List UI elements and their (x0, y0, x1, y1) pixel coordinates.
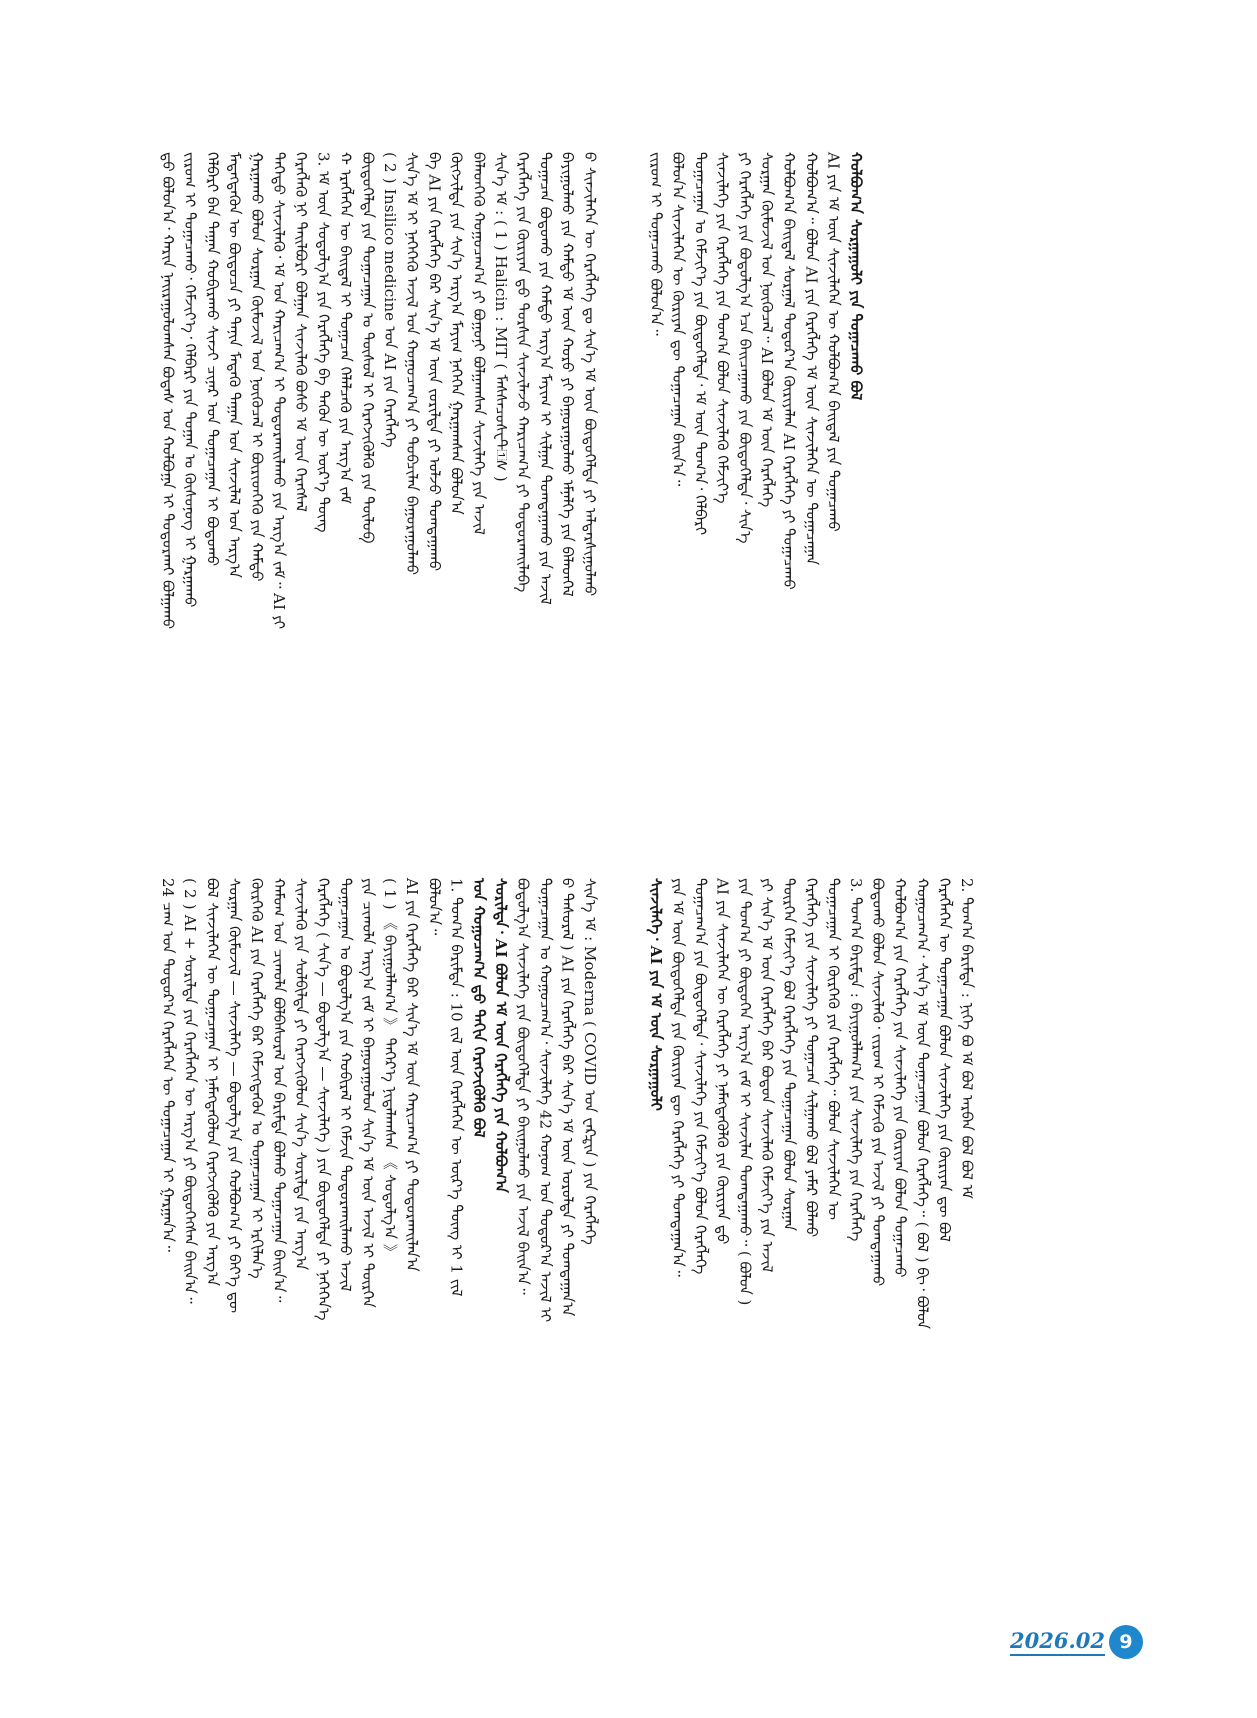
text-column: ᠲᠣᠭᠠᠴᠠᠭᠠᠨ ᠤ ᠬᠡᠮᠵᠢᠶ᠎ᠡ ᠶᠢᠨ ᠪᠦᠲᠦᠭᠡᠯᠲᠡ᠂ ᠡᠮ ᠦᠨ ᠲᠣᠭ᠎ᠠ᠂ ᠬᠡᠯᠪᠡᠷᠢ (691, 152, 710, 536)
text-column: ᠪᠣᠯᠤᠨ᠎ᠠ᠃ (425, 878, 444, 936)
text-column: ᠪᠠ AI ᠶᠢᠨ ᠬᠡᠷᠡᠭᠯᠡᠭᠡ ᠪᠡᠷ ᠰᠢᠨ᠎ᠡ ᠡᠮ ᠦᠨ ᠵᠣᠷᠢᠯᠲᠠ ᠶᠢ ᠣᠯᠵᠤ ᠲᠣᠭᠲᠠᠭᠠᠬᠤ (425, 152, 444, 572)
text-column: 2. ᠲᠣᠭ᠎ᠠ ᠪᠠᠷᠢᠮᠲᠠ : ᠨᠢᠭᠡ ᠪᠣ ᠡᠮ ᠪᠣᠯ ᠠᠷᠪᠠᠨ ᠪᠣᠯ ᠪᠣᠯ ᠡᠮ (957, 878, 976, 1199)
text-column: ᠰᠤᠷᠭᠠᠨ ᠬᠦᠮᠦᠵᠢᠯ ᠤᠨ ᠨᠦᠬᠦᠴᠡᠯ᠃ AI ᠪᠣᠯᠤᠨ ᠡᠮ ᠦᠨ ᠬᠡᠷᠡᠭᠯᠡᠭᠡ (758, 152, 776, 508)
text-column: ᠵᠢᠷᠤᠭ ᠢ ᠲᠣᠭᠠᠴᠠᠬᠤ ᠪᠣᠯᠤᠨ᠎ᠠ᠃ (647, 152, 665, 336)
text-column: AI ᠶᠢᠨ ᠡᠮ ᠦᠨ ᠰᠢᠨᠵᠢᠯᠡᠭᠡᠨ ᠦ ᠬᠣᠯᠪᠣᠭ᠎ᠠ ᠪᠠᠢ᠌ᠳᠠᠯ ᠶᠢᠨ ᠲᠣᠭᠠᠴᠠᠬᠤ (824, 152, 843, 532)
text-column: ᠪᠡᠯᠡᠳᠬᠡᠬᠦ ᠬᠤᠭᠤᠴᠠᠭ᠎ᠠ ᠶᠢ ᠪᠣᠭᠣᠨᠢ ᠪᠣᠯᠭᠠᠭᠰᠠᠨ ᠰᠢᠨᠵᠢᠯᠡᠭᠡ ᠶᠢᠨ ᠠᠵᠢᠯ (469, 152, 488, 535)
page-number: 9 (1109, 1625, 1143, 1659)
text-column: ᠳᠡᠭᠡᠳᠦ ᠰᠢᠨᠵᠢᠯᠡᠬᠦ᠂ ᠡᠮ ᠤᠨ ᠬᠠᠷᠢᠴᠠᠭ᠎ᠠ ᠢ ᠲᠣᠳᠤᠷᠬᠠᠢᠯᠠᠬᠤ ᠶᠢᠨ ᠠᠷᠭ᠎ᠠ ᠵᠠᠮ᠃ AI ᠶᠢ (270, 152, 288, 630)
text-column: ᠰᠢᠨᠵᠢᠯᠡᠭᠡ᠂ AI ᠶᠢᠨ ᠡᠮ ᠦᠨ ᠰᠤᠷᠭᠠᠭᠤᠯᠢ (647, 878, 665, 1111)
text-column: ᠪ ᠲᠠᠰᠤᠷᠠᠯ ) AI ᠶᠢᠨ ᠬᠡᠷᠡᠭᠯᠡᠭᠡ ᠪᠡᠷ ᠰᠢᠨ᠎ᠡ ᠡᠮ ᠦᠨ ᠣᠷᠤᠯᠲᠠ ᠶᠢ ᠲᠣᠭᠲᠠᠭᠠᠨ᠎ᠠ (558, 878, 577, 1317)
text-column: ᠤᠨ ᠬᠤᠭᠤᠴᠠᠭ᠎ᠠ ᠳ᠋ᠤ ᠳᠠᠬᠢᠨ ᠬᠡᠷᠡᠭᠵᠢᠭᠦᠯᠬᠦ ᠪᠣᠯ (469, 878, 488, 1138)
text-column: ( 2 ) AI + ᠰᠣᠷᠢᠯᠲᠠ ᠶᠢᠨ ᠬᠡᠷᠡᠭᠯᠡᠭᠡᠨ ᠦ ᠠᠷᠭ᠎ᠠ ᠶᠢ ᠪᠦᠲᠦᠭᠡᠭᠰᠡᠨ ᠪᠠᠢ᠌ᠨ᠎ᠠ᠃ (181, 878, 200, 1304)
text-column: ᠪᠠᠶᠢᠭᠤᠯᠬᠤ ᠶᠢᠨ ᠬᠠᠮᠲᠤ ᠡᠮ ᠦᠨ ᠬᠣᠷᠣ ᠶᠢ ᠪᠠᠭᠤᠷᠠᠭᠤᠯᠬᠤ ᠡᠮᠨᠡᠯᠭᠡ ᠶᠢᠨ ᠪᠡᠯᠡᠳᠬᠡᠯ (558, 152, 577, 597)
text-column: ᠬᠡᠷᠡᠭᠯᠡᠭᠡ ᠶᠢᠨ ᠬᠦᠷᠢᠶᠡᠨ ᠳ᠋ᠤ ᠲᠤᠷᠰᠢᠨ ᠰᠢᠨᠵᠢᠯᠡᠵᠦ ᠬᠠᠷᠢᠴᠠᠭ᠎ᠠ ᠶᠢ ᠲᠣᠳᠤᠷᠬᠠᠢᠯᠠᠪᠠ (514, 152, 533, 593)
text-column: ᠬᠡᠯᠪᠡᠷᠢ ᠪᠡᠨ ᠳᠠᠭᠠᠨ ᠬᠤᠪᠢᠷᠠᠬᠤ ᠰᠢᠨᠵᠢ ᠴᠢᠨᠠᠷ ᠤᠨ ᠲᠤᠭᠠᠴᠠᠭᠠᠨ ᠢ ᠪᠣᠳᠣᠬᠤ (203, 152, 222, 567)
text-column: 3. ᠲᠣᠭ᠎ᠠ ᠪᠠᠷᠢᠮᠲᠠ : ᠪᠠᠶᠢᠭᠤᠯᠯᠠᠭ᠎ᠠ ᠶᠢᠨ ᠰᠢᠨᠵᠢᠯᠡᠭᠡ ᠶᠢᠨ ᠬᠡᠷᠡᠭᠯᠡᠭᠡ (846, 878, 865, 1242)
page-footer (1010, 1625, 1143, 1659)
text-column: ᠲᠣᠭᠠᠴᠠᠭ᠎ᠠ ᠶᠢᠨ ᠪᠦᠲᠦᠭᠡᠯᠲᠡ᠂ ᠰᠢᠨᠵᠢᠯᠡᠭᠡ ᠶᠢᠨ ᠬᠡᠮᠵᠢᠶ᠎ᠡ ᠪᠣᠯᠤᠨ ᠬᠡᠷᠡᠭᠯᠡᠭᠡ (691, 878, 710, 1275)
text-column: ᠵᠢᠷᠤᠭ ᠢ ᠲᠣᠭᠠᠴᠠᠬᠤ᠂ ᠬᠡᠮᠵᠢᠶ᠎ᠡ᠂ ᠬᠡᠯᠪᠡᠷᠢ ᠶᠢᠨ ᠲᠣᠭᠠᠨ ᠤ ᠬᠦᠰᠦᠨᠦᠭ ᠢ ᠭᠠᠷᠭᠠᠬᠤ (181, 152, 200, 608)
text-column: ᠬᠣᠯᠪᠣᠭ᠎ᠠ᠃ ᠪᠣᠯᠤᠨ AI ᠶᠢᠨ ᠬᠡᠷᠡᠭᠯᠡᠭᠡ ᠡᠮ ᠦᠨ ᠰᠢᠨᠵᠢᠯᠡᠭᠡᠨ ᠦ ᠲᠣᠭᠠᠴᠠᠭᠠᠨ (802, 152, 821, 566)
text-column: AI ᠶᠢᠨ ᠰᠢᠨᠵᠢᠯᠡᠭᠡᠨ ᠦ ᠬᠡᠷᠡᠭᠯᠡᠭᠡ ᠶᠢ ᠨᠡᠮᠡᠭᠳᠡᠭᠦᠯᠬᠦ ᠶᠢᠨ ᠬᠦᠷᠢᠶᠡᠨ ᠳ᠋ᠤ (713, 878, 732, 1245)
text-column: ᠬᠥᠭᠵᠢᠯᠲᠡ ᠶᠢᠨ ᠰᠢᠨ᠎ᠡ ᠠᠷᠭ᠎ᠠ ᠮᠠᠶᠢᠭ ᠨᠡᠭᠡᠭᠡᠨ ᠭᠠᠷᠭᠠᠭᠰᠠᠨ ᠪᠤᠯᠤᠨ᠎ᠠ (447, 152, 466, 515)
text-column: 3. ᠡᠮ ᠦᠨ ᠰᠤᠳᠤᠯᠭ᠎ᠠ ᠶᠢᠨ ᠬᠡᠷᠡᠭᠯᠡᠭᠡ ᠪᠠ ᠲᠡᠭᠦᠨ ᠦ ᠦᠷ᠎ᠡ ᠳᠦᠩ (314, 152, 333, 533)
text-column: ᠪᠣᠳᠣᠬᠤ ᠪᠣᠯᠤᠨ ᠰᠢᠨᠵᠢᠯᠡᠬᠦ᠂ ᠵᠢᠷᠤᠭ ᠢ ᠬᠡᠮᠵᠢᠬᠦ ᠶᠢᠨ ᠠᠵᠢᠯ ᠶᠢ ᠲᠣᠭᠲᠠᠭᠠᠬᠤ (869, 878, 887, 1287)
text-column: ᠬᠤᠭᠤᠴᠠᠭ᠎ᠠ᠂ ᠰᠢᠨ᠎ᠡ ᠡᠮ ᠦᠨ ᠲᠣᠭᠠᠴᠠᠭᠠᠨ ᠪᠣᠯᠤᠨ ᠬᠡᠷᠡᠭᠯᠡᠭᠡ᠃ ( ᠪᠣᠯ ) ᠪᠢ᠂ ᠪᠣᠯᠤᠨ (913, 878, 932, 1329)
text-column: AI ᠶᠢᠨ ᠬᠡᠷᠡᠭᠯᠡᠭᠡ ᠪᠡᠷ ᠰᠢᠨ᠎ᠡ ᠡᠮ ᠦᠨ ᠬᠠᠷᠢᠴᠠᠭ᠎ᠠ ᠶᠢ ᠲᠣᠳᠤᠷᠬᠠᠢᠯᠠᠨ᠎ᠠ (403, 878, 422, 1272)
text-column: ᠰᠤᠷᠭᠠᠨ ᠬᠦᠮᠦᠵᠢᠯ — ᠰᠢᠨᠵᠢᠯᠡᠭᠡ — ᠪᠣᠳᠣᠯᠭ᠎ᠠ ᠶᠢᠨ ᠬᠣᠯᠪᠣᠭ᠎ᠠ ᠶᠢ ᠪᠡᠶ᠎ᠡ ᠳᠦ (225, 878, 244, 1314)
text-column: ( 2 ) Insilico medicine ᠤᠨ AI ᠶᠢᠨ ᠬᠡᠷᠡᠭᠯᠡᠭᠡ (381, 152, 399, 448)
text-column: ᠲᠦᠷᠭᠡᠨ ᠬᠡᠮᠵᠢᠶ᠎ᠡ ᠪᠣᠯ ᠬᠡᠷᠡᠭᠯᠡᠭᠡ ᠶᠢᠨ ᠲᠣᠭᠠᠴᠠᠭᠠᠨ ᠪᠣᠯᠤᠨ ᠰᠤᠷᠭᠠᠨ (780, 878, 799, 1232)
text-column: ᠬᠦᠷᠭᠡᠬᠦ AI ᠶᠢᠨ ᠬᠡᠷᠡᠭᠯᠡᠭᠡ ᠪᠡᠷ ᠬᠡᠮᠵᠢᠭᠳᠡᠬᠦᠨ ᠤ ᠲᠣᠭᠠᠴᠠᠭᠠᠨ ᠢ ᠡᠷᠬᠢᠯᠡᠨ᠎ᠡ (247, 878, 266, 1279)
text-column: ( 1 ) 《 ᠪᠠᠶᠢᠭᠤᠯᠯᠠᠭ᠎ᠠ 》 ᠳᠡᠭᠡᠷ᠎ᠡ ᠨᠢᠲᠠᠯᠠᠭᠰᠠᠨ 《 ᠰᠤᠳᠤᠯᠭ᠎ᠠ 》 (381, 878, 399, 1260)
text-column: ᠪᠣᠳᠣᠯᠭ᠎ᠠ ᠰᠢᠨᠵᠢᠯᠡᠭᠡ ᠶᠢᠨ ᠪᠦᠲᠦᠭᠡᠯᠲᠡ ᠶᠢ ᠪᠠᠢ᠌ᠭᠤᠯᠬᠤ ᠶᠢᠨ ᠠᠵᠢᠯ ᠪᠠᠢ᠌ᠨ᠎ᠠ᠃ (514, 878, 533, 1295)
text-column: ᠰᠢᠨᠵᠢᠯᠡᠭᠡ ᠶᠢᠨ ᠬᠡᠷᠡᠭᠯᠡᠭᠡ ᠶᠢᠨ ᠲᠣᠭ᠎ᠠ ᠪᠣᠯᠤᠨ ᠰᠢᠨᠵᠢᠯᠡᠬᠦ ᠬᠡᠮᠵᠢᠶ᠎ᠡ (713, 152, 732, 504)
text-column: ᠳ᠋ᠤ ᠪᠣᠯᠤᠨ᠎ᠠ᠂ ᠬᠠᠷᠢᠨ ᠨᠠᠢ᠌ᠷᠠᠭᠤᠯᠤᠭᠰᠠᠨ ᠪᠣᠳᠠᠰ ᠤᠨ ᠬᠣᠯᠪᠣᠭᠠ ᠢ ᠲᠣᠳᠤᠷᠬᠠᠢ ᠪᠣᠯᠭᠠᠬᠤ (159, 152, 177, 630)
text-column: ᠭᠠᠷᠭᠠᠬᠤ ᠪᠣᠯᠤᠨ ᠰᠤᠷᠭᠠᠨ ᠬᠦᠮᠦᠵᠢᠯ ᠤᠨ ᠨᠦᠬᠦᠴᠡᠯ ᠢ ᠪᠦᠷᠢᠳᠬᠡᠬᠦ ᠶᠢᠨ ᠬᠠᠮᠲᠤ (247, 152, 266, 582)
text-column: ᠪᠦᠲᠦᠭᠡᠯᠲᠡ ᠶᠢᠨ ᠲᠣᠭᠠᠴᠠᠭᠠᠨ ᠤ ᠲᠥᠰᠦᠯ ᠢ ᠬᠡᠷᠡᠭᠵᠢᠭᠦᠯᠬᠦ ᠶᠢᠨ ᠲᠥᠯᠦᠪ (358, 152, 377, 544)
text-column: ᠬᠡᠷᠡᠭᠯᠡᠭᠡᠨ ᠦ ᠲᠣᠭᠠᠴᠠᠭᠠᠨ ᠪᠣᠯᠤᠨ ᠰᠢᠨᠵᠢᠯᠡᠭᠡ ᠶᠢᠨ ᠬᠦᠷᠢᠶᠡᠨ ᠳᠦ ᠪᠣᠯ (935, 878, 954, 1242)
text-column: ᠬᠣᠯᠪᠣᠭ᠎ᠠ ᠶᠢᠨ ᠬᠡᠷᠡᠭᠯᠡᠭᠡ ᠶᠢᠨ ᠰᠢᠨᠵᠢᠯᠡᠭᠡ ᠶᠢᠨ ᠬᠦᠷᠢᠶᠡᠨ ᠪᠣᠯᠤᠨ ᠲᠣᠭᠠᠴᠠᠬᠤ (891, 878, 910, 1278)
text-column: ᠰᠢᠨ᠎ᠡ ᠡᠮ ᠢ ᠨᠡᠭᠡᠭᠡᠬᠦ ᠠᠵᠢᠯ ᠤᠨ ᠬᠤᠭᠤᠴᠠᠭ᠎ᠠ ᠶᠢ ᠲᠣᠪᠴᠢᠯᠠᠨ ᠪᠠᠭᠤᠷᠠᠭᠤᠯᠬᠤ (403, 152, 422, 576)
text-column: ᠬᠣᠯᠪᠣᠭ᠎ᠠ ᠪᠠᠢ᠌ᠳᠠᠯ ᠰᠤᠷᠭᠠᠯ ᠳᠣᠲᠣᠷ᠎ᠠ ᠬᠦᠷᠢᠶᠡᠯᠡᠨ AI ᠬᠡᠷᠡᠭᠯᠡᠭᠡ ᠶᠢ ᠲᠣᠭᠠᠴᠠᠬᠤ (780, 152, 799, 590)
text-column: ᠶᠢᠨ ᠡᠮ ᠦᠨ ᠪᠦᠲᠦᠭᠡᠯᠲᠡ ᠶᠢᠨ ᠬᠦᠷᠢᠶᠡᠨ ᠳᠦ ᠬᠡᠷᠡᠭᠯᠡᠭᠡ ᠶᠢ ᠲᠣᠭᠲᠠᠭᠠᠨ᠎ᠠ᠃ (669, 878, 688, 1277)
text-column: ᠬᠡᠷᠡᠭᠯᠡᠬᠦ ᠨᠢ ᠲᠠᠢ᠌ᠯᠪᠤᠷᠢ ᠪᠤᠯᠭᠠᠨ ᠰᠢᠨᠵᠢᠯᠡᠬᠦ ᠪᠤᠰᠤ ᠡᠮ ᠦᠨ ᠬᠡᠷᠡᠭᠰᠡᠯ (292, 152, 311, 512)
text-column: ᠪᠣᠯ ᠰᠢᠨᠵᠢᠯᠡᠭᠡᠨ ᠦ ᠲᠣᠭᠠᠴᠠᠭᠠᠨ ᠢ ᠨᠡᠮᠡᠭᠳᠡᠭᠦᠯᠦᠨ ᠬᠡᠷᠡᠭᠵᠢᠭᠦᠯᠬᠦ ᠶᠢᠨ ᠠᠷᠭ᠎ᠠ (203, 878, 222, 1287)
text-column: 24 ᠴᠠᠭ ᠤᠨ ᠳᠣᠲᠣᠷ᠎ᠠ ᠬᠡᠷᠡᠭᠯᠡᠭᠡᠨ ᠦ ᠲᠣᠭᠠᠴᠠᠭᠠᠨ ᠢ ᠭᠠᠷᠭᠠᠨ᠎ᠠ᠃ (159, 878, 177, 1252)
text-column: ᠶᠢ ᠰᠢᠨ᠎ᠡ ᠡᠮ ᠦᠨ ᠬᠡᠷᠡᠭᠯᠡᠭᠡ ᠪᠡᠷ ᠪᠣᠳᠣᠨ ᠰᠢᠨᠵᠢᠯᠡᠬᠦ ᠬᠡᠮᠵᠢᠶ᠎ᠡ ᠶᠢᠨ ᠠᠵᠢᠯ (758, 878, 776, 1273)
text-column: ᠲᠣᠭᠠᠴᠠᠭᠠᠨ ᠢ ᠬᠦᠷᠭᠡᠬᠦ ᠶᠢᠨ ᠬᠡᠷᠡᠭᠯᠡᠭᠡ᠃ ᠪᠣᠯᠤᠨ ᠰᠢᠨᠵᠢᠯᠡᠭᠡᠨ ᠦ (824, 878, 843, 1220)
text-column: ᠰᠢᠨᠵᠢᠯᠡᠬᠦ ᠶᠢᠨ ᠰᠣᠯᠪᠢᠯᠲᠠ ᠶᠢ ᠬᠡᠷᠡᠭᠵᠢᠭᠦᠯᠦᠨ ᠰᠢᠨ᠎ᠡ ᠰᠣᠷᠢᠯᠲᠠ ᠶᠢᠨ ᠠᠷᠭ᠎ᠠ (292, 878, 311, 1271)
text-column: ᠪᠣᠯᠤᠨ᠎ᠠ ᠰᠢᠨᠵᠢᠯᠡᠭᠡᠨ ᠦ ᠬᠦᠷᠢᠶᠡᠨ ᠳᠦ ᠲᠣᠭᠠᠴᠠᠭᠠᠨ ᠪᠠᠢ᠌ᠨ᠎ᠠ᠃ (669, 152, 688, 487)
text-column: ᠲᠣᠭᠠᠴᠠᠭᠠᠨ ᠤ ᠪᠣᠳᠣᠯᠭ᠎ᠠ ᠶᠢᠨ ᠬᠤᠪᠢᠷᠠᠯ ᠢ ᠬᠡᠮᠵᠢᠨ ᠲᠣᠳᠤᠷᠬᠠᠢᠯᠠᠬᠤ ᠠᠵᠢᠯ (336, 878, 355, 1292)
text-column: ᠶᠢᠨ ᠲᠣᠭ᠎ᠠ ᠶᠢ ᠪᠦᠲᠦᠭᠡᠨ ᠠᠷᠭ᠎ᠠ ᠵᠠᠮ ᠢ ᠰᠢᠨᠵᠢᠯᠡᠨ ᠲᠣᠭᠲᠠᠭᠠᠬᠤ᠃ ( ᠪᠣᠯᠤᠨ ) (735, 878, 754, 1306)
text-column: ᠮᠡᠳᠡᠭᠳᠡᠬᠦᠨ ᠦ ᠪᠦᠲᠦᠴᠡ ᠶᠢ ᠲᠠᠨᠢᠨ ᠮᠡᠳᠡᠬᠦ ᠳᠠᠭᠠᠨ ᠤᠨ ᠰᠢᠨᠵᠢᠯᠡᠯ ᠤᠨ ᠠᠷᠭ᠎ᠠ (225, 152, 244, 578)
text-column: ᠬᠡᠷᠡᠭᠯᠡᠭᠡ ( ᠰᠢᠨ᠎ᠡ — ᠪᠣᠳᠣᠯᠭ᠎ᠠ — ᠰᠢᠨᠵᠢᠯᠡᠭᠡ ) ᠶᠢᠨ ᠪᠦᠲᠦᠭᠡᠯᠲᠡ ᠶᠢ ᠨᠡᠭᠡᠭᠡᠨ᠎ᠡ (314, 878, 333, 1321)
text-column: ᠰᠣᠷᠢᠯᠲᠠ᠂ AI ᠪᠣᠯᠤᠨ ᠡᠮ ᠦᠨ ᠬᠡᠷᠡᠭᠯᠡᠭᠡ ᠶᠢᠨ ᠬᠣᠯᠪᠣᠭ᠎ᠠ (492, 878, 510, 1193)
text-column: ᠪ ᠰᠢᠨᠵᠢᠯᠡᠭᠡᠨ ᠦ ᠬᠡᠷᠡᠭᠯᠡᠭᠡ ᠳᠤ ᠰᠢᠨ᠎ᠡ ᠡᠮ ᠦᠨ ᠪᠦᠲᠦᠭᠡᠯᠲᠡ ᠶᠢ ᠠᠯᠳᠠᠷᠰᠢᠭᠤᠯᠬᠤ (580, 152, 599, 597)
text-column: ᠰᠢᠨ᠎ᠡ ᠡᠮ : Moderna ( COVID ᠤᠨ ᠸᠠᠺᠼᠢᠨ ) ᠶᠢᠨ ᠬᠡᠷᠡᠭᠯᠡᠭᠡ (580, 878, 599, 1245)
text-column: ᠰᠢᠨ᠎ᠡ ᠡᠮ : ( 1 ) Halicin : MIT ( ᠮᠠᠰᠰᠠᠴᠦᠰᠧᠲ᠋᠋ᠰ ) (492, 152, 510, 482)
text-column: ᠬᠠᠮᠤᠭ ᠤᠨ ᠴᠢᠬᠤᠯᠠ ᠪᠣᠯᠪᠠᠰᠤᠷᠠᠯ ᠤᠨ ᠪᠠᠷᠢᠮᠲᠠ ᠪᠣᠯᠬᠤ ᠲᠣᠭᠠᠴᠠᠭᠠᠨ ᠪᠠᠢ᠌ᠨ᠎ᠠ᠃ (270, 878, 288, 1303)
text-column: ᠲᠣᠭᠠᠴᠠᠭᠠᠨ ᠤ ᠬᠤᠭᠤᠴᠠᠭ᠎ᠠ᠂ ᠰᠢᠨᠵᠢᠯᠡᠭᠡ 42 ᠬᠣᠨᠤᠭ ᠤᠨ ᠳᠣᠲᠣᠷ᠎ᠠ ᠠᠵᠢᠯ ᠢ (536, 878, 555, 1323)
issue-date: 2026.02 (1010, 1628, 1105, 1656)
text-column: ᠬ ᠡᠷᠡᠭᠯᠡᠭᠡᠨ ᠦ ᠪᠠᠢ᠌ᠳᠠᠯ ᠢ ᠲᠣᠭᠠᠴᠠᠨ ᠬᠡᠯᠡᠯᠴᠡᠬᠦ ᠶᠢᠨ ᠠᠷᠭ᠎ᠠ ᠵᠠᠮ (336, 152, 355, 504)
text-column: ᠲᠣᠭᠠᠴᠠᠨ ᠪᠣᠳᠣᠬᠤ ᠶᠢᠨ ᠬᠠᠮᠲᠤ ᠠᠷᠭ᠎ᠠ ᠮᠠᠶᠢᠭ ᠢ ᠰᠢᠯᠭᠠᠨ ᠲᠣᠭᠲᠠᠭᠠᠬᠤ ᠶᠢᠨ ᠠᠵᠢᠯ (536, 152, 555, 605)
text-column: ᠬᠣᠯᠪᠣᠭ᠎ᠠ ᠰᠤᠷᠭᠠᠭᠤᠯᠢ ᠶᠢᠨ ᠲᠣᠭᠠᠴᠠᠬᠤ ᠪᠣᠯ (846, 152, 865, 401)
text-column: ᠶᠢᠨ ᠴᠢᠬᠤᠯᠠ ᠠᠷᠭ᠎ᠠ ᠵᠠᠮ ᠢ ᠪᠠᠭᠤᠷᠠᠭᠤᠯᠤᠨ ᠰᠢᠨ᠎ᠡ ᠡᠮ ᠦᠨ ᠠᠵᠢᠯ ᠢ ᠲᠦᠷᠭᠡᠨ (358, 878, 377, 1308)
text-column: ᠶᠢ ᠬᠡᠷᠡᠭᠯᠡᠭᠡ ᠶᠢᠨ ᠪᠣᠳᠣᠯᠭ᠎ᠠ ᠡᠴᠡ ᠪᠠᠢ᠌ᠴᠠᠭᠠᠬᠤ ᠶᠢᠨ ᠪᠦᠲᠦᠭᠡᠯᠲᠡ᠂ ᠰᠢᠨ᠎ᠡ (735, 152, 754, 544)
text-column: ᠬᠡᠷᠡᠭᠯᠡᠭᠡ ᠶᠢᠨ ᠰᠢᠨᠵᠢᠯᠡᠭᠡ ᠶᠢ ᠲᠣᠭᠠᠴᠠᠨ ᠰᠢᠯᠭᠠᠬᠤ ᠪᠣᠯ ᠶᠠᠮᠠᠷ ᠪᠣᠯᠬᠤ (802, 878, 821, 1238)
text-column: 1. ᠲᠣᠭ᠎ᠠ ᠪᠠᠷᠢᠮᠲᠠ : 10 ᠵᠢᠯ ᠦᠨ ᠬᠡᠷᠡᠭᠯᠡᠭᠡᠨ ᠦ ᠦᠷ᠎ᠡ ᠳᠦᠩ ᠢ 1 ᠵᠢᠯ (447, 878, 466, 1297)
